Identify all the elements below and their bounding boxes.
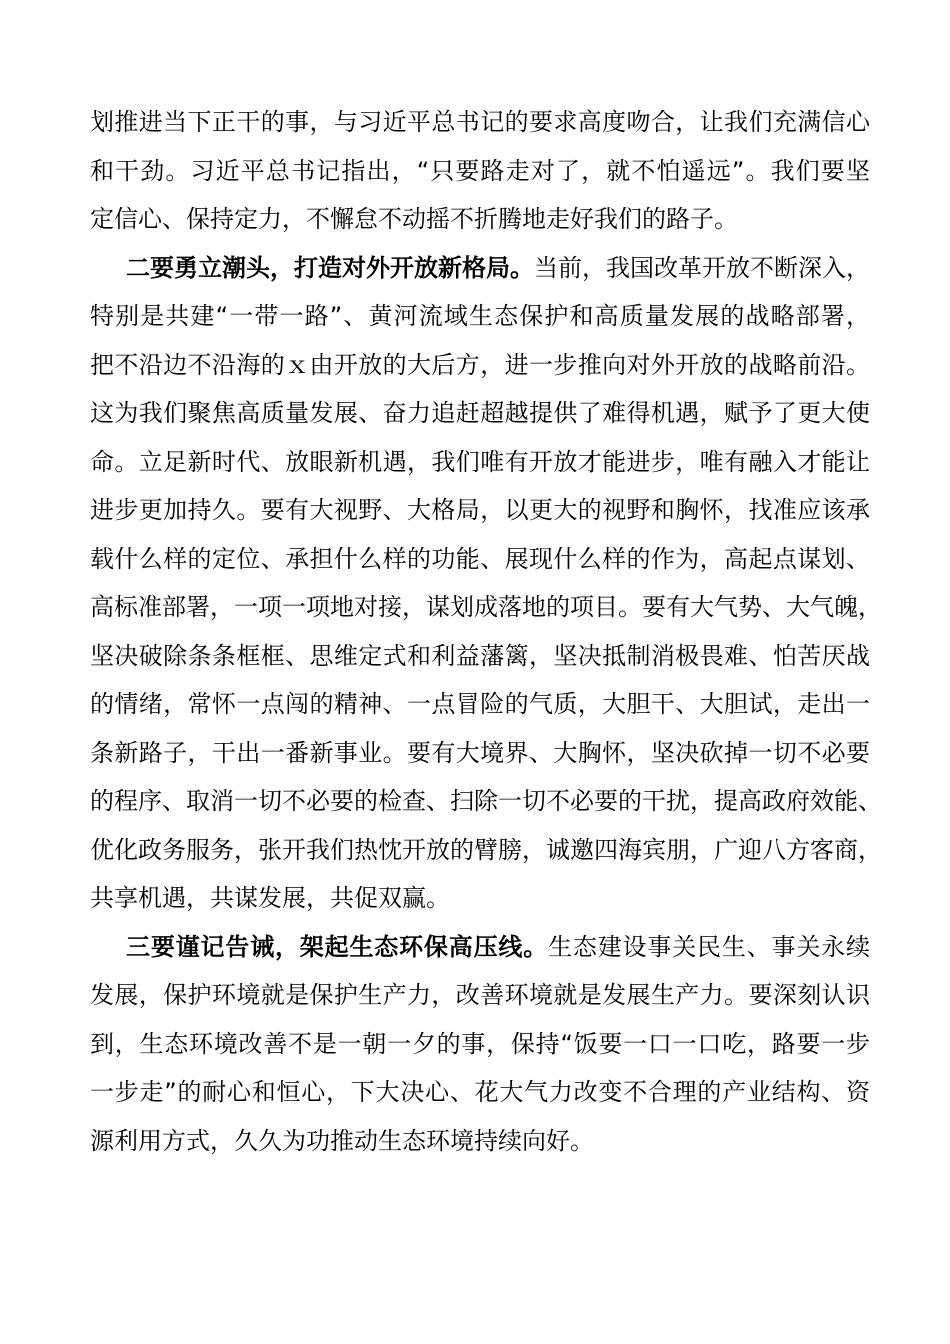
paragraph-3: [90, 923, 870, 1166]
paragraph-2-first-line-text: 当前，我国改革开放不断深入，: [534, 253, 870, 282]
paragraph-2-line: 载什么样的定位、承担什么样的功能、展现什么样的作为，高起点谋划、: [90, 544, 870, 573]
paragraph-2-line: 这为我们聚焦高质量发展、奋力追赶超越提供了难得机遇，赋予了更大使: [90, 399, 870, 427]
paragraph-3-line: 源利用方式，久久为功推动生态环境持续向好。: [90, 1126, 594, 1155]
paragraph-1: [90, 98, 870, 244]
paragraph-2-line: 高标准部署，一项一项地对接，谋划成落地的项目。要有大气势、大气魄，: [90, 593, 882, 621]
paragraph-3-heading: 三要谨记告诫，架起生态环保高压线。: [126, 932, 549, 961]
paragraph-2-line: 条新路子，干出一番新事业。要有大境界、大胸怀，坚决砍掉一切不必要: [90, 738, 870, 767]
paragraph-2-line: 把不沿边不沿海的ｘ由开放的大后方，进一步推向对外开放的战略前沿。: [90, 350, 870, 379]
paragraph-2-line: 特别是共建“一带一路”、黄河流域生态保护和高质量发展的战略部署，: [90, 302, 870, 330]
paragraph-2: [90, 244, 882, 923]
paragraph-1-line: 和干劲。习近平总书记指出，“只要路走对了，就不怕遥远”。我们要坚: [90, 156, 870, 185]
paragraph-2-line: 命。立足新时代、放眼新机遇，我们唯有开放才能进步，唯有融入才能让: [90, 447, 870, 476]
paragraph-2-first-line: [90, 244, 870, 293]
paragraph-2-line: 坚决破除条条框框、思维定式和利益藩篱，坚决抵制消极畏难、怕苦厌战: [90, 641, 870, 670]
paragraph-2-line: 进步更加持久。要有大视野、大格局，以更大的视野和胸怀，找准应该承: [90, 496, 870, 524]
paragraph-3-first-line: [90, 923, 870, 972]
paragraph-3-first-line-text: 生态建设事关民生、事关永续: [548, 932, 871, 961]
paragraph-3-line: 一步走”的耐心和恒心，下大决心、花大气力改变不合理的产业结构、资: [90, 1078, 870, 1106]
paragraph-2-line: 共享机遇，共谋发展，共促双赢。: [90, 884, 450, 912]
paragraph-2-line: 的程序、取消一切不必要的检查、扫除一切不必要的干扰，提高政府效能、: [90, 787, 882, 815]
paragraph-1-line: 划推进当下正干的事，与习近平总书记的要求高度吻合，让我们充满信心: [90, 108, 870, 136]
document-body: [90, 98, 882, 1165]
paragraph-3-line: 发展，保护环境就是保护生产力，改善环境就是发展生产力。要深刻认识: [90, 981, 870, 1009]
paragraph-3-line: 到，生态环境改善不是一朝一夕的事，保持“饭要一口一口吃，路要一步: [90, 1029, 870, 1058]
paragraph-1-line: 定信心、保持定力，不懈怠不动摇不折腾地走好我们的路子。: [90, 205, 738, 233]
paragraph-2-line: 优化政务服务，张开我们热忱开放的臂膀，诚邀四海宾朋，广迎八方客商，: [90, 835, 882, 864]
paragraph-2-heading: 二要勇立潮头，打造对外开放新格局。: [126, 253, 534, 282]
paragraph-2-line: 的情绪，常怀一点闯的精神、一点冒险的气质，大胆干、大胆试，走出一: [90, 690, 870, 718]
